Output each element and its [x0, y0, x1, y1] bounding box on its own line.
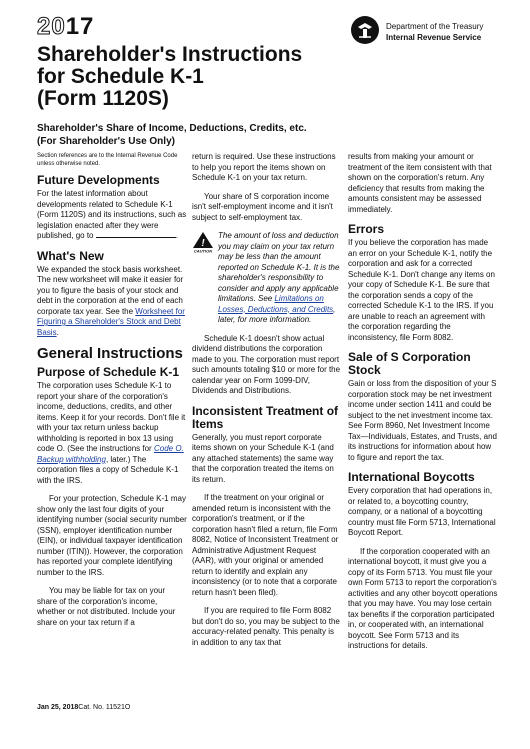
irs-eagle-logo [350, 15, 380, 45]
sale-text: Gain or loss from the disposition of your S corporation stock may be net investment income under section 1411 and could be subject to the net investment income tax. See Form 8960, Net Investment Income Tax—Individuals, Estates, and Trusts, and its instructions for information about how to figure and report the tax. [348, 379, 497, 462]
form-8082-text: If the treatment on your original or amended return is inconsistent with the corporation's treatment, or if the corporation hasn't filed a return, file Form 8082, Notice of Inconsistent Treatment or Administrative Adjustment Request (AAR), with your original or amended return to identify and explain any inconsistency (or to note that a corporate return hasn't been filed). [192, 493, 339, 597]
heading-future-developments: Future Developments [37, 173, 160, 187]
section-note: Section references are to the Internal Revenue Code unless otherwise noted. [37, 153, 178, 167]
protection-text: For your protection, Schedule K-1 may show only the last four digits of your identifying number (social security number (SSN), employer identification number (EIN), or individual taxpayer identification number (ITIN)). However, the corporation has reported your complete identifying number to the IRS. [37, 494, 187, 577]
liable-text: You may be liable for tax on your share of the corporation's income, whether or not distributed. Include your share on your tax return if a [37, 586, 176, 627]
purpose-text: The corporation uses Schedule K-1 to report your share of the corporation's income, deductions, credits, and other items. Keep it for your records. Don't file it with your tax return unless backup withholding is reported in box 13 using code O. (See the instructions for Code O. Backup withholding, later.) The corporation files a copy of Schedule K-1 with the IRS. [37, 381, 186, 485]
document-title [37, 44, 302, 110]
errors-text: If you believe the corporation has made an error on your Schedule K-1, notify the corporation and ask for a corrected Schedule K-1. Don't change any items on your copy of Schedule K-1. Be sure that the corporation sends a copy of the corrected Schedule K-1 to the IRS. If you are unable to reach an agreement with the corporation regarding the inconsistency, file Form 8082. [348, 238, 495, 342]
heading-sale: Sale of S Corporation Stock [348, 350, 471, 377]
dividend-text: Schedule K-1 doesn't show actual dividend distributions the corporation made to you. The corporation must report such amounts totaling $10 or more for the calendar year on Form 1099-DIV, Dividends and Distributions. [192, 333, 341, 395]
column-1 [37, 152, 187, 636]
footer-date: Jan 25, 2018 [37, 704, 79, 711]
link-limitations[interactable]: Limitations on Losses, Deductions, and Credits [218, 294, 334, 314]
heading-boycotts: International Boycotts [348, 470, 475, 484]
heading-purpose: Purpose of Schedule K-1 [37, 365, 180, 379]
heading-whats-new: What's New [37, 248, 104, 263]
title-line-2: for Schedule K-1 [37, 65, 204, 88]
title-line-3: (Form 1120S) [37, 87, 169, 110]
boycott-text: Every corporation that had operations in, or related to, a boycotting country, company, or a national of a boycotting country must file Form 5713, International Boycott Report. [348, 486, 496, 537]
caution-box: ! CAUTION The amount of loss and deduction you may claim on your tax return may be less than the amount reported on Schedule K-1. It is the shareholder's responsibility to consider and apply any applicable limitations. See Limitations on Losses, Deductions, and Credits, later, for more information. [193, 231, 340, 324]
penalty-text: If you are required to file Form 8082 but don't do so, you may be subject to the accuracy-related penalty. This penalty is in addition to any tax that [192, 606, 340, 647]
svg-text:!: ! [201, 238, 205, 249]
svg-text:CAUTION: CAUTION [193, 248, 213, 253]
future-developments-text: For the latest information about developments related to Schedule K-1 (Form 1120S) and its instructions, such as legislation enacted after they were published, go to . [37, 189, 187, 240]
inconsistent-text: Generally, you must report corporate items shown on your Schedule K-1 (and any attached statements) the same way that the corporation treated the items on its return. [192, 432, 334, 484]
deficiency-text: results from making your amount or treatment of the item consistent with that shown on the corporation's return. Any deficiency that results from making the amounts consistent may be assessed immediately. [348, 152, 492, 214]
link-code-o[interactable]: Code O. Backup withholding [37, 444, 184, 464]
column-3 [348, 152, 498, 660]
boycott-text-2: If the corporation cooperated with an international boycott, it must give you a copy of its Form 5713. You must file your own Form 5713 to report the corporation's activities and any other boycott operations that you may have. You may lose certain tax benefits if the corporation participated in, or cooperated with, an international boycott. See Form 5713 and its instructions for details. [348, 546, 498, 650]
link-basis-worksheet[interactable]: Worksheet for Figuring a Shareholder's Stock and Debt Basis [37, 306, 185, 337]
tax-year: 2017 [37, 13, 95, 40]
footer [37, 704, 130, 711]
whats-new-text: We expanded the stock basis worksheet. The new worksheet will make it easier for you to figure the basis of your stock and debt in the corporation at the end of each corporate tax year. See the Worksheet for Figuring a Shareholder's Stock and Debt Basis. [37, 264, 185, 337]
title-line-1: Shareholder's Instructions [37, 43, 303, 66]
heading-inconsistent: Inconsistent Treatment of Items [192, 403, 339, 431]
document-subtitle: Shareholder's Share of Income, Deductions, Credits, etc. (For Shareholder's Use Only) [37, 123, 307, 147]
url-blank [96, 237, 176, 238]
self-employment-text: Your share of S corporation income isn't self-employment income and it isn't subject to self-employment tax. [192, 191, 333, 222]
column-2 [192, 152, 342, 656]
heading-errors: Errors [348, 222, 385, 236]
heading-general-instructions: General Instructions [37, 345, 183, 362]
caution-icon [192, 231, 214, 253]
footer-cat: Cat. No. 11521O [78, 704, 131, 711]
return-required-text: return is required. Use these instructions to help you report the items shown on Schedule K-1 on your tax return. [192, 152, 336, 182]
